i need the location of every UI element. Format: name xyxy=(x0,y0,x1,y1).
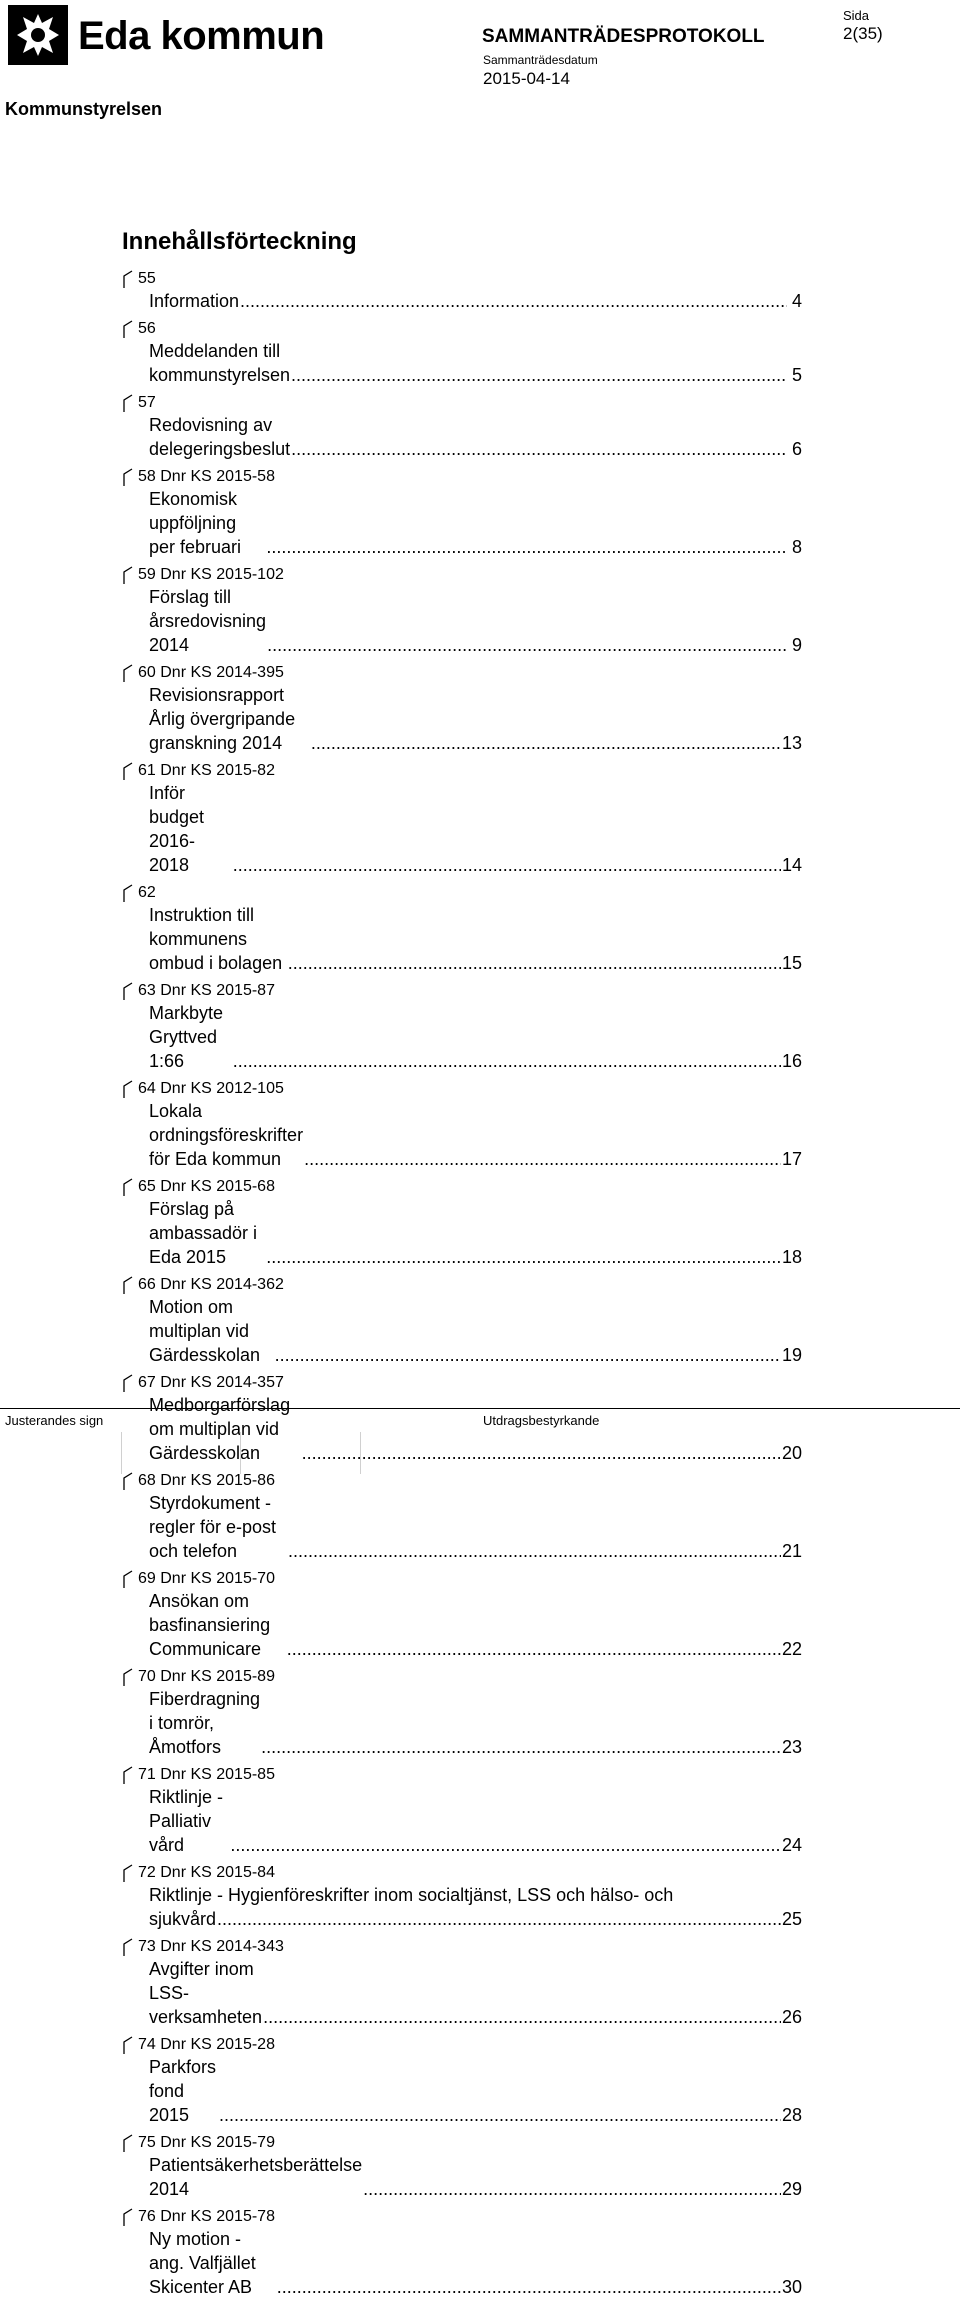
toc-dot-leader xyxy=(263,2005,781,2029)
toc-entry-line xyxy=(122,1393,802,1465)
toc-entry-title: Patientsäkerhetsberättelse 2014 xyxy=(149,2155,363,2199)
toc-entry-ref-text: 62 xyxy=(138,884,156,901)
toc-entry[interactable] xyxy=(122,1373,802,1465)
toc-entry-reference xyxy=(122,1471,802,1491)
toc-entry[interactable] xyxy=(122,1471,802,1563)
toc-entry-page: 18 xyxy=(781,1247,802,1267)
document-type: SAMMANTRÄDESPROTOKOLL xyxy=(482,26,765,47)
toc-entry-title: Förslag på ambassadör i Eda 2015 xyxy=(149,1199,258,1267)
toc-entry-page: 21 xyxy=(781,1541,802,1561)
toc-entry-line xyxy=(122,1687,802,1759)
toc-dot-leader xyxy=(233,1049,781,1073)
toc-entry[interactable] xyxy=(122,1667,802,1759)
toc-entry-ref-text: 58 Dnr KS 2015-58 xyxy=(138,468,275,485)
toc-entry-page: 28 xyxy=(781,2105,802,2125)
toc-entry-page: 9 xyxy=(791,635,802,655)
toc-entry-ref-text: 69 Dnr KS 2015-70 xyxy=(138,1570,275,1587)
toc-entry-page: 15 xyxy=(781,953,802,973)
toc-entry-reference xyxy=(122,883,802,903)
toc-entry-line xyxy=(122,1491,802,1563)
toc-entry-line xyxy=(122,1099,802,1171)
toc-dot-leader xyxy=(240,289,787,313)
toc-entry-page: 25 xyxy=(781,1909,802,1929)
paragraph-bracket-icon xyxy=(122,762,133,781)
toc-entry-reference xyxy=(122,1177,802,1197)
toc-entry-title: Lokala ordningsföreskrifter för Eda kommun xyxy=(149,1101,304,1169)
toc-entry-ref-text: 75 Dnr KS 2015-79 xyxy=(138,2134,275,2151)
organization-name: Kommunstyrelsen xyxy=(5,99,163,119)
paragraph-bracket-icon xyxy=(122,1472,133,1491)
toc-entry-ref-text: 74 Dnr KS 2015-28 xyxy=(138,2036,275,2053)
toc-entry-ref-text: 67 Dnr KS 2014-357 xyxy=(138,1374,284,1391)
toc-entry-line xyxy=(122,1907,802,1931)
toc-entry-reference xyxy=(122,393,802,413)
toc-dot-leader xyxy=(304,1147,781,1171)
toc-dot-leader xyxy=(277,2275,781,2299)
toc-entry-reference xyxy=(122,1765,802,1785)
toc-entry-page: 16 xyxy=(781,1051,802,1071)
toc-dot-leader xyxy=(267,633,787,657)
paragraph-bracket-icon xyxy=(122,270,133,289)
toc-entry-ref-text: 55 xyxy=(138,270,156,287)
toc-entry-title: sjukvård xyxy=(149,1909,217,1929)
toc-entry[interactable] xyxy=(122,2207,802,2299)
toc-entry-reference xyxy=(122,1937,802,1957)
toc-entry-line xyxy=(122,487,802,559)
toc-heading: Innehållsförteckning xyxy=(122,228,357,255)
toc-entry-title: Ansökan om basfinansiering Communicare xyxy=(149,1591,271,1659)
paragraph-bracket-icon xyxy=(122,1938,133,1957)
toc-entry-reference xyxy=(122,319,802,339)
toc-entry-title: Redovisning av delegeringsbeslut xyxy=(149,415,291,459)
toc-entry-title: Instruktion till kommunens ombud i bolagen xyxy=(149,905,283,973)
toc-entry-line xyxy=(122,2227,802,2299)
toc-entry[interactable] xyxy=(122,319,802,387)
paragraph-bracket-icon xyxy=(122,320,133,339)
footer-utdragsbestyrkande: Utdragsbestyrkande xyxy=(483,1413,600,1428)
page-number: 2(35) xyxy=(843,24,883,43)
toc-entry-page: 20 xyxy=(781,1443,802,1463)
toc-entry-ref-text: 61 Dnr KS 2015-82 xyxy=(138,762,275,779)
toc-entry-reference xyxy=(122,663,802,683)
toc-entry-line xyxy=(122,1589,802,1661)
toc-entry-line xyxy=(122,339,802,387)
toc-entry-reference xyxy=(122,1569,802,1589)
toc-entry-reference xyxy=(122,1275,802,1295)
toc-entry-reference xyxy=(122,1373,802,1393)
toc-entry-page: 22 xyxy=(781,1639,802,1659)
paragraph-bracket-icon xyxy=(122,884,133,903)
toc-entry-title: Förslag till årsredovisning 2014 xyxy=(149,587,267,655)
meeting-date: 2015-04-14 xyxy=(483,69,570,88)
signature-box-divider xyxy=(360,1432,361,1474)
toc-entry-title: Ny motion - ang. Valfjället Skicenter AB xyxy=(149,2229,256,2297)
paragraph-bracket-icon xyxy=(122,1570,133,1589)
signature-box-divider xyxy=(121,1432,122,1474)
toc-entry[interactable] xyxy=(122,1765,802,1857)
footer-divider xyxy=(0,1408,960,1409)
toc-entry-line xyxy=(122,903,802,975)
paragraph-bracket-icon xyxy=(122,1276,133,1295)
paragraph-bracket-icon xyxy=(122,2208,133,2227)
toc-entry-ref-text: 70 Dnr KS 2015-89 xyxy=(138,1668,275,1685)
toc-entry-line xyxy=(122,683,802,755)
paragraph-bracket-icon xyxy=(122,1374,133,1393)
footer-justerandes-sign: Justerandes sign xyxy=(5,1413,104,1428)
toc-entry-reference xyxy=(122,981,802,1001)
toc-entry-ref-text: 72 Dnr KS 2015-84 xyxy=(138,1864,275,1881)
toc-entry-title: Medborgarförslag om multiplan vid Gärdesskolan xyxy=(149,1395,291,1463)
paragraph-bracket-icon xyxy=(122,394,133,413)
toc-entry-reference xyxy=(122,2133,802,2153)
paragraph-bracket-icon xyxy=(122,1668,133,1687)
toc-entry-line xyxy=(122,781,802,877)
logo-wordmark: Eda kommun xyxy=(78,14,325,58)
toc-entry-page: 13 xyxy=(781,733,802,753)
toc-dot-leader xyxy=(219,2103,781,2127)
toc-entry-page: 30 xyxy=(781,2277,802,2297)
toc-entry-ref-text: 63 Dnr KS 2015-87 xyxy=(138,982,275,999)
toc-entry[interactable] xyxy=(122,1569,802,1661)
toc-entry-ref-text: 59 Dnr KS 2015-102 xyxy=(138,566,284,583)
paragraph-bracket-icon xyxy=(122,2134,133,2153)
toc-entry-ref-text: 71 Dnr KS 2015-85 xyxy=(138,1766,275,1783)
toc-entry[interactable] xyxy=(122,663,802,755)
toc-entry[interactable] xyxy=(122,269,802,313)
toc-dot-leader xyxy=(266,1245,781,1269)
toc-entry-page: 4 xyxy=(791,291,802,311)
toc-entry-line xyxy=(122,1001,802,1073)
toc-entry-line xyxy=(122,289,802,313)
toc-entry[interactable] xyxy=(122,393,802,461)
toc-entry-line xyxy=(122,585,802,657)
toc-entry-page: 26 xyxy=(781,2007,802,2027)
toc-entry[interactable] xyxy=(122,1079,802,1171)
toc-entry-title: Meddelanden till kommunstyrelsen xyxy=(149,341,291,385)
toc-entry[interactable] xyxy=(122,761,802,877)
toc-entry-title: Revisionsrapport Årlig övergripande granskning 2014 xyxy=(149,685,296,753)
toc-dot-leader xyxy=(261,1735,781,1759)
toc-entry[interactable] xyxy=(122,565,802,657)
toc-entry[interactable] xyxy=(122,2133,802,2201)
toc-entry-line xyxy=(122,1785,802,1857)
toc-entry-title: Riktlinje - Hygienföreskrifter inom socialtjänst, LSS och hälso- och xyxy=(149,1885,674,1905)
toc-entry-title: Motion om multiplan vid Gärdesskolan xyxy=(149,1297,261,1365)
signature-box-divider xyxy=(240,1432,241,1474)
toc-entry-reference xyxy=(122,269,802,289)
page-label: Sida xyxy=(843,8,870,23)
toc-entry-title: Parkfors fond 2015 xyxy=(149,2057,217,2125)
toc-entry-line xyxy=(122,1295,802,1367)
toc-entry-page: 14 xyxy=(781,855,802,875)
toc-entry-title-line xyxy=(122,1883,802,1907)
paragraph-bracket-icon xyxy=(122,1178,133,1197)
toc-entry-reference xyxy=(122,761,802,781)
toc-entry-line xyxy=(122,1197,802,1269)
toc-dot-leader xyxy=(291,363,787,387)
toc-entry[interactable] xyxy=(122,2035,802,2127)
toc-entry-page: 24 xyxy=(781,1835,802,1855)
paragraph-bracket-icon xyxy=(122,468,133,487)
toc-entry-reference xyxy=(122,2207,802,2227)
toc-entry-line xyxy=(122,413,802,461)
toc-entry-page: 29 xyxy=(781,2179,802,2199)
toc-entry-page: 8 xyxy=(791,537,802,557)
toc-entry-title: Fiberdragning i tomrör, Åmotfors xyxy=(149,1689,261,1757)
toc-entry-ref-text: 56 xyxy=(138,320,156,337)
toc-dot-leader xyxy=(311,731,781,755)
toc-dot-leader xyxy=(288,1539,781,1563)
toc-entry-ref-text: 65 Dnr KS 2015-68 xyxy=(138,1178,275,1195)
toc-entry-reference xyxy=(122,2035,802,2055)
toc-entry-ref-text: 66 Dnr KS 2014-362 xyxy=(138,1276,284,1293)
toc-entry[interactable] xyxy=(122,981,802,1073)
toc-entry-reference xyxy=(122,1667,802,1687)
toc-entry-page: 23 xyxy=(781,1737,802,1757)
toc-entry-reference xyxy=(122,1079,802,1099)
toc-entry-line xyxy=(122,2055,802,2127)
toc-entry-page: 17 xyxy=(781,1149,802,1169)
toc-entry-ref-text: 57 xyxy=(138,394,156,411)
toc-entry[interactable] xyxy=(122,1275,802,1367)
toc-entry-line xyxy=(122,1957,802,2029)
toc-entry-title: Riktlinje - Palliativ vård xyxy=(149,1787,224,1855)
toc-entry-ref-text: 68 Dnr KS 2015-86 xyxy=(138,1472,275,1489)
meeting-date-label: Sammanträdesdatum xyxy=(483,53,598,67)
toc-entry-reference xyxy=(122,467,802,487)
toc-entry[interactable] xyxy=(122,1863,802,1931)
toc-entry-line xyxy=(122,2153,802,2201)
toc-dot-leader xyxy=(291,437,787,461)
paragraph-bracket-icon xyxy=(122,982,133,1001)
toc-dot-leader xyxy=(275,1343,781,1367)
toc-entry[interactable] xyxy=(122,1177,802,1269)
toc-dot-leader xyxy=(287,1637,781,1661)
toc-entry[interactable] xyxy=(122,467,802,559)
paragraph-bracket-icon xyxy=(122,1766,133,1785)
toc-entry-ref-text: 73 Dnr KS 2014-343 xyxy=(138,1938,284,1955)
toc-entry[interactable] xyxy=(122,1937,802,2029)
toc-entry-reference xyxy=(122,1863,802,1883)
toc-entry-page: 5 xyxy=(791,365,802,385)
toc-dot-leader xyxy=(217,1907,781,1931)
toc-entry-page: 19 xyxy=(781,1345,802,1365)
toc-dot-leader xyxy=(363,2177,781,2201)
paragraph-bracket-icon xyxy=(122,664,133,683)
toc-entry-page: 6 xyxy=(791,439,802,459)
toc-entry-title: Avgifter inom LSS-verksamheten xyxy=(149,1959,263,2027)
toc-entry-reference xyxy=(122,565,802,585)
toc-entry-title: Inför budget 2016-2018 xyxy=(149,783,205,875)
toc-dot-leader xyxy=(266,535,787,559)
toc-entry-title: Ekonomisk uppföljning per februari xyxy=(149,489,242,557)
toc-dot-leader xyxy=(230,1833,781,1857)
toc-entry-title: Markbyte Gryttved 1:66 xyxy=(149,1003,224,1071)
toc-dot-leader xyxy=(288,951,781,975)
toc-entry[interactable] xyxy=(122,883,802,975)
toc-entry-ref-text: 64 Dnr KS 2012-105 xyxy=(138,1080,284,1097)
paragraph-bracket-icon xyxy=(122,2036,133,2055)
toc-entry-title: Information xyxy=(149,291,240,311)
paragraph-bracket-icon xyxy=(122,566,133,585)
paragraph-bracket-icon xyxy=(122,1080,133,1099)
toc-entry-ref-text: 60 Dnr KS 2014-395 xyxy=(138,664,284,681)
toc-entry-title: Styrdokument - regler för e-post och telefon xyxy=(149,1493,277,1561)
paragraph-bracket-icon xyxy=(122,1864,133,1883)
eda-kommun-logo xyxy=(8,5,68,65)
toc-dot-leader xyxy=(302,1441,781,1465)
toc-entry-ref-text: 76 Dnr KS 2015-78 xyxy=(138,2208,275,2225)
table-of-contents xyxy=(122,269,802,2305)
toc-dot-leader xyxy=(233,853,781,877)
